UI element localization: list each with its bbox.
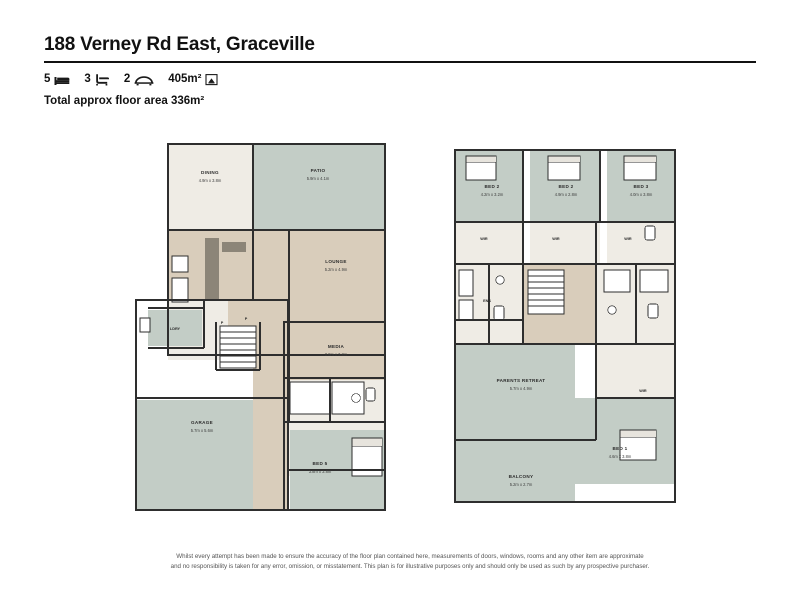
room-label-bed5: BED 5 (312, 461, 328, 466)
room-label-wir-4: WIR (639, 389, 647, 393)
room-label-pantry-2: P (244, 317, 248, 321)
ground-floor-plan (136, 144, 385, 510)
room-label-lounge: LOUNGE (325, 259, 347, 264)
spec-land-area (168, 73, 218, 86)
room-dim-parents-retreat: 5.7m x 4.9m (509, 386, 533, 391)
first-floor-plan (455, 150, 675, 502)
room-dim-bed2a: 4.2m x 3.2m (480, 192, 504, 197)
room-dim-lounge: 5.2m x 4.9m (324, 267, 348, 272)
spec-bathrooms-value: 3 (84, 73, 91, 85)
land-area-icon (205, 73, 218, 86)
room-label-balcony: BALCONY (508, 474, 534, 479)
total-floor-area: Total approx floor area 336m² (44, 95, 205, 107)
disclaimer (100, 552, 720, 571)
header (44, 34, 756, 107)
disclaimer-line-1: Whilst every attempt has been made to ensure the accuracy of the floor plan contained here, measurements of doors, windows, rooms and any other item are approximate (176, 553, 644, 560)
spec-bedrooms (44, 73, 70, 86)
room-label-dining: DINING (201, 170, 219, 175)
spec-bathrooms (84, 73, 109, 86)
room-dim-balcony: 5.2m x 2.7m (509, 482, 533, 487)
room-dim-bed2b: 4.9m x 2.8m (554, 192, 578, 197)
bath-icon (95, 73, 110, 86)
room-label-garage: GARAGE (191, 420, 213, 425)
room-label-ens: ENS (483, 299, 491, 303)
spec-car-spaces-value: 2 (123, 73, 131, 85)
page-title: 188 Verney Rd East, Graceville (44, 34, 315, 55)
room-label-patio: PATIO (310, 168, 326, 173)
room-label-parents-retreat: PARENTS RETREAT (496, 378, 546, 383)
room-dim-bed3: 4.0m x 3.8m (629, 192, 653, 197)
room-label-media: MEDIA (327, 344, 345, 349)
bed-icon (54, 73, 70, 86)
room-dim-patio: 5.9m x 4.1m (306, 176, 330, 181)
room-label-wir-2: WIR (552, 237, 560, 241)
room-dim-bed1: 4.6m x 3.8m (608, 454, 632, 459)
room-label-wir-3: WIR (624, 237, 632, 241)
room-label-bed2b: BED 2 (558, 184, 574, 189)
room-label-wir-1: WIR (480, 237, 488, 241)
room-dim-garage: 5.7m x 5.6m (190, 428, 214, 433)
room-label-pantry-1: P (220, 321, 224, 325)
spec-land-area-value: 405m² (168, 73, 202, 85)
room-dim-media: 3.8m x 3.8m (324, 352, 348, 357)
title-divider (44, 61, 756, 63)
room-dim-bed5: 3.8m x 3.8m (308, 469, 332, 474)
spec-bedrooms-value: 5 (44, 73, 51, 85)
room-label-bed2a: BED 2 (484, 184, 500, 189)
floorplan-drawing (0, 130, 800, 540)
disclaimer-line-2: and no responsibility is taken for any error, omission, or misstatement. This plan is for illustrative purposes only and should only be used as such by any prospective purchaser. (170, 562, 650, 570)
room-label-bed3: BED 3 (633, 184, 649, 189)
room-label-laundry: LDRY (169, 327, 181, 331)
room-label-bed1: BED 1 (612, 446, 628, 451)
car-icon (134, 73, 154, 86)
property-specs (44, 69, 756, 89)
spec-car-spaces (124, 73, 154, 86)
room-dim-dining: 4.9m x 3.8m (198, 178, 222, 183)
